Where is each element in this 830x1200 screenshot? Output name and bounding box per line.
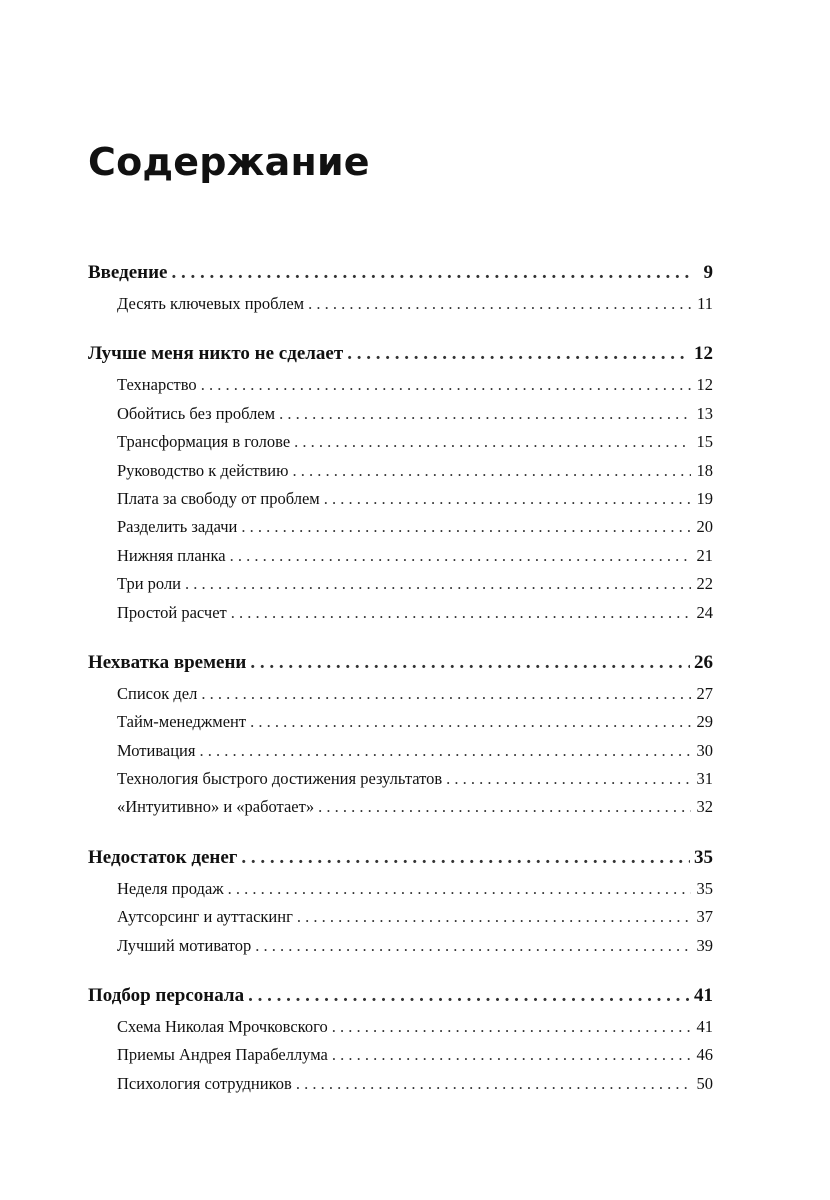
subsection-page-number: 37 <box>696 907 713 927</box>
dot-leader <box>279 400 691 428</box>
toc-subsection-entry[interactable] <box>88 570 713 598</box>
subsection-page-number: 12 <box>696 375 713 395</box>
dot-leader <box>297 903 691 931</box>
dot-leader <box>199 737 691 765</box>
dot-leader <box>255 932 691 960</box>
dot-leader <box>231 599 691 627</box>
subsection-page-number: 50 <box>696 1073 713 1093</box>
toc-subsection-entry[interactable] <box>88 371 713 399</box>
subsection-page-number: 21 <box>696 545 713 565</box>
subsection-page-number: 32 <box>696 797 713 817</box>
toc-subsection-entry[interactable] <box>88 680 713 708</box>
subsection-page-number: 18 <box>696 460 713 480</box>
dot-leader <box>318 793 691 821</box>
dot-leader <box>248 979 690 1013</box>
toc-subsection-entry[interactable] <box>88 875 713 903</box>
subsection-title: Аутсорсинг и ауттаскинг <box>117 907 293 927</box>
subsection-page-number: 13 <box>696 403 713 423</box>
dot-leader <box>332 1013 691 1041</box>
dot-leader <box>347 337 690 371</box>
toc-subsection-entry[interactable] <box>88 765 713 793</box>
chapter-title: Подбор персонала <box>88 985 245 1007</box>
toc-subsection-entry[interactable] <box>88 457 713 485</box>
subsection-title: «Интуитивно» и «работает» <box>117 797 315 817</box>
subsection-page-number: 19 <box>696 488 713 508</box>
subsection-page-number: 24 <box>696 602 713 622</box>
toc-subsection-entry[interactable] <box>88 1041 713 1069</box>
dot-leader <box>332 1041 691 1069</box>
subsection-title: Технология быстрого достижения результатов <box>117 769 443 789</box>
dot-leader <box>294 428 691 456</box>
dot-leader <box>241 841 690 875</box>
dot-leader <box>250 646 690 680</box>
toc-section <box>88 256 713 318</box>
subsection-title: Десять ключевых проблем <box>117 294 305 313</box>
subsection-page-number: 41 <box>696 1017 713 1037</box>
subsection-title: Список дел <box>117 683 198 703</box>
chapter-page-number: 35 <box>694 846 713 868</box>
toc-subsection-entry[interactable] <box>88 793 713 821</box>
chapter-title: Лучше меня никто не сделает <box>88 343 344 365</box>
dot-leader <box>230 542 691 570</box>
toc-subsection-entry[interactable] <box>88 290 713 318</box>
chapter-title: Введение <box>88 262 168 283</box>
toc-subsection-entry[interactable] <box>88 1013 713 1041</box>
subsection-page-number: 27 <box>696 683 713 703</box>
page-title: Содержание <box>88 140 370 184</box>
subsection-title: Мотивация <box>117 740 196 760</box>
toc-subsection-entry[interactable] <box>88 737 713 765</box>
toc-subsection-entry[interactable] <box>88 485 713 513</box>
chapter-page-number: 41 <box>694 985 713 1007</box>
subsection-title: Плата за свободу от проблем <box>117 488 320 508</box>
subsection-page-number: 31 <box>696 769 713 789</box>
toc-section <box>88 337 713 627</box>
dot-leader <box>292 457 691 485</box>
subsection-page-number: 29 <box>696 712 713 732</box>
subsection-page-number: 22 <box>696 574 713 594</box>
subsection-title: Приемы Андрея Парабеллума <box>117 1045 328 1065</box>
dot-leader <box>185 570 691 598</box>
toc-chapter-entry[interactable] <box>88 841 713 875</box>
toc-subsection-entry[interactable] <box>88 400 713 428</box>
toc-subsection-entry[interactable] <box>88 599 713 627</box>
toc-chapter-entry[interactable] <box>88 979 713 1013</box>
subsection-title: Технарство <box>117 375 197 395</box>
dot-leader <box>324 485 691 513</box>
table-of-contents <box>88 256 713 1117</box>
subsection-title: Лучший мотиватор <box>117 935 252 955</box>
dot-leader <box>446 765 691 793</box>
subsection-title: Схема Николая Мрочковского <box>117 1017 328 1037</box>
chapter-title: Недостаток денег <box>88 846 238 868</box>
subsection-page-number: 46 <box>696 1045 713 1065</box>
chapter-page-number: 26 <box>694 651 713 673</box>
toc-section <box>88 979 713 1098</box>
dot-leader <box>241 513 691 541</box>
subsection-page-number: 30 <box>696 740 713 760</box>
chapter-page-number: 12 <box>694 343 713 365</box>
subsection-page-number: 11 <box>697 294 713 313</box>
toc-subsection-entry[interactable] <box>88 903 713 931</box>
toc-chapter-entry[interactable] <box>88 337 713 371</box>
dot-leader <box>308 290 691 318</box>
toc-chapter-entry[interactable] <box>88 646 713 680</box>
dot-leader <box>228 875 691 903</box>
subsection-title: Нижняя планка <box>117 545 226 565</box>
subsection-page-number: 35 <box>696 878 713 898</box>
subsection-title: Неделя продаж <box>117 878 224 898</box>
toc-subsection-entry[interactable] <box>88 708 713 736</box>
toc-subsection-entry[interactable] <box>88 428 713 456</box>
subsection-page-number: 20 <box>696 517 713 537</box>
subsection-page-number: 39 <box>696 935 713 955</box>
toc-section <box>88 841 713 960</box>
subsection-title: Руководство к действию <box>117 460 289 480</box>
toc-chapter-entry[interactable] <box>88 256 713 290</box>
subsection-title: Три роли <box>117 574 182 594</box>
chapter-page-number: 9 <box>703 262 713 283</box>
toc-section <box>88 646 713 822</box>
toc-subsection-entry[interactable] <box>88 1070 713 1098</box>
toc-subsection-entry[interactable] <box>88 542 713 570</box>
toc-subsection-entry[interactable] <box>88 513 713 541</box>
dot-leader <box>201 680 691 708</box>
subsection-title: Тайм-менеджмент <box>117 712 247 732</box>
subsection-title: Психология сотрудников <box>117 1073 292 1093</box>
dot-leader <box>172 256 692 290</box>
dot-leader <box>296 1070 691 1098</box>
chapter-title: Нехватка времени <box>88 651 247 673</box>
subsection-title: Обойтись без проблем <box>117 403 276 423</box>
toc-subsection-entry[interactable] <box>88 932 713 960</box>
subsection-title: Разделить задачи <box>117 517 238 537</box>
dot-leader <box>250 708 691 736</box>
dot-leader <box>201 371 691 399</box>
subsection-page-number: 15 <box>696 432 713 452</box>
subsection-title: Трансформация в голове <box>117 432 291 452</box>
subsection-title: Простой расчет <box>117 602 227 622</box>
